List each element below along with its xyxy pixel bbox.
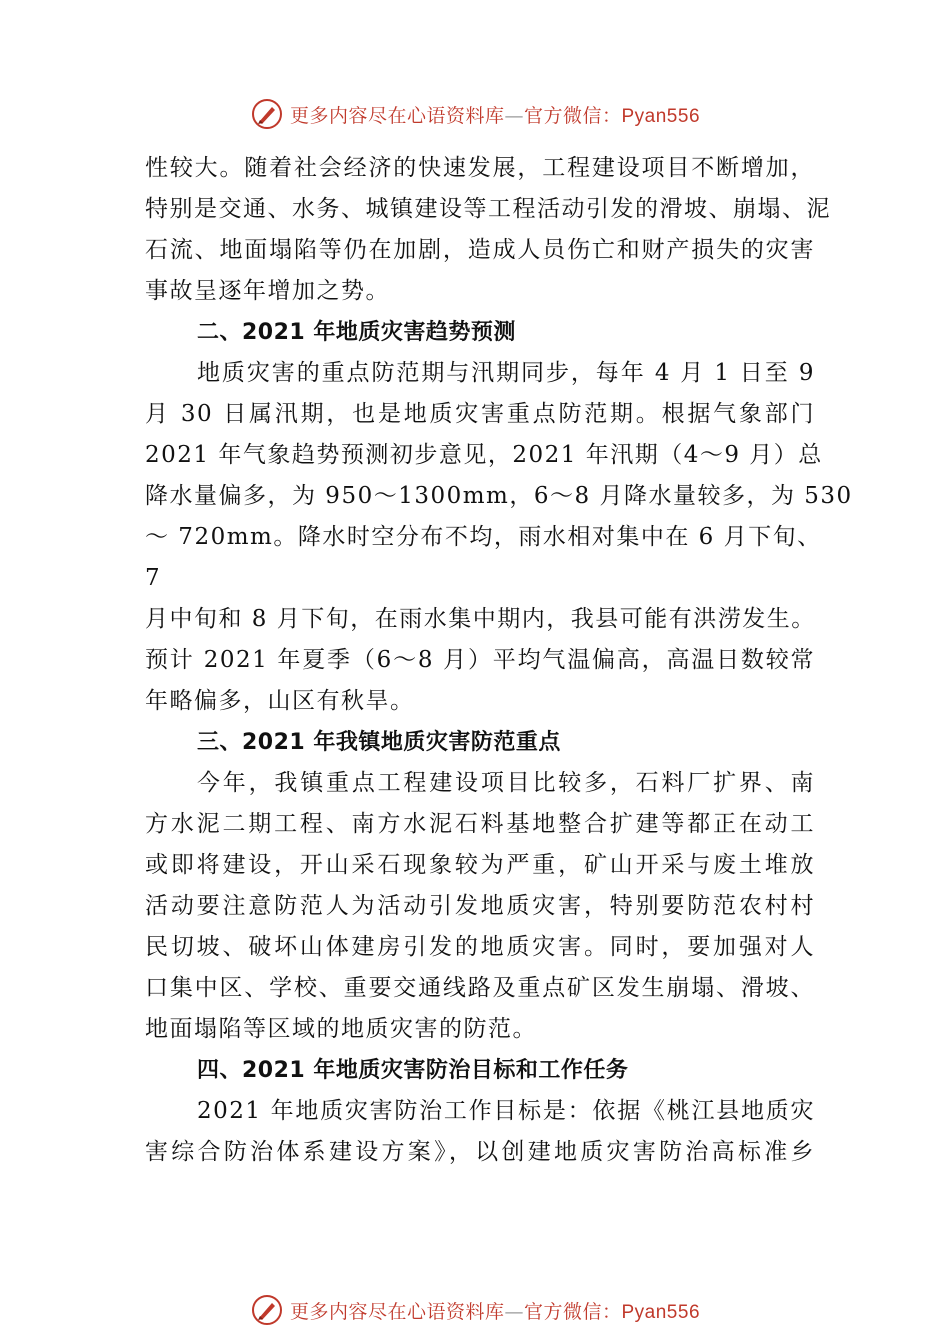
section-heading-4: 四、2021 年地质灾害防治目标和工作任务	[197, 1058, 629, 1083]
pen-seal-icon	[250, 1293, 284, 1327]
body-line: 月中旬和 8 月下旬，在雨水集中期内，我县可能有洪涝发生。	[145, 606, 816, 632]
body-line: 性较大。随着社会经济的快速发展，工程建设项目不断增加，	[145, 155, 815, 181]
banner-separator: —	[504, 104, 524, 127]
body-line: 2021 年地质灾害防治工作目标是：依据《桃江县地质灾	[197, 1098, 815, 1124]
banner-separator: —	[504, 1300, 524, 1323]
pen-seal-icon	[250, 97, 284, 131]
body-line: 预计 2021 年夏季（6～8 月）平均气温偏高，高温日数较常	[145, 647, 815, 673]
document-body	[145, 148, 853, 1173]
banner-official-label: 官方微信：	[523, 1300, 622, 1323]
body-line: 害综合防治体系建设方案》，以创建地质灾害防治高标准乡	[145, 1139, 815, 1165]
section-heading-3: 三、2021 年我镇地质灾害防范重点	[197, 730, 561, 755]
body-line: 2021 年气象趋势预测初步意见，2021 年汛期（4～9 月）总	[145, 442, 823, 468]
banner-main-text: 更多内容尽在心语资料库	[289, 104, 505, 127]
body-line: 地质灾害的重点防范期与汛期同步，每年 4 月 1 日至 9	[197, 360, 815, 386]
body-line: 月 30 日属汛期，也是地质灾害重点防范期。根据气象部门	[145, 401, 815, 427]
body-line: ～ 720mm。降水时空分布不均，雨水相对集中在 6 月下旬、	[145, 524, 822, 550]
body-line: 今年，我镇重点工程建设项目比较多，石料厂扩界、南	[197, 770, 815, 796]
body-line: 降水量偏多，为 950～1300mm，6～8 月降水量较多，为 530	[145, 483, 853, 509]
body-line: 口集中区、学校、重要交通线路及重点矿区发生崩塌、滑坡、	[145, 975, 815, 1001]
body-line: 或即将建设，开山采石现象较为严重，矿山开采与废土堆放	[145, 852, 815, 878]
banner-wechat-id: Pyan556	[621, 105, 701, 127]
body-line: 地面塌陷等区域的地质灾害的防范。	[145, 1016, 537, 1042]
body-line: 活动要注意防范人为活动引发地质灾害，特别要防范农村村	[145, 893, 815, 919]
banner-wechat-id: Pyan556	[621, 1301, 701, 1323]
header-banner	[0, 94, 950, 134]
body-line: 7	[145, 565, 162, 591]
section-heading-2: 二、2021 年地质灾害趋势预测	[197, 320, 516, 345]
footer-banner	[0, 1290, 950, 1330]
body-line: 事故呈逐年增加之势。	[145, 278, 390, 304]
body-line: 民切坡、破坏山体建房引发的地质灾害。同时，要加强对人	[145, 934, 815, 960]
body-line: 方水泥二期工程、南方水泥石料基地整合扩建等都正在动工	[145, 811, 815, 837]
body-line: 特别是交通、水务、城镇建设等工程活动引发的滑坡、崩塌、泥	[145, 196, 831, 222]
banner-main-text: 更多内容尽在心语资料库	[289, 1300, 505, 1323]
body-line: 年略偏多，山区有秋旱。	[145, 688, 415, 714]
body-line: 石流、地面塌陷等仍在加剧，造成人员伤亡和财产损失的灾害	[145, 237, 815, 263]
banner-official-label: 官方微信：	[523, 104, 622, 127]
